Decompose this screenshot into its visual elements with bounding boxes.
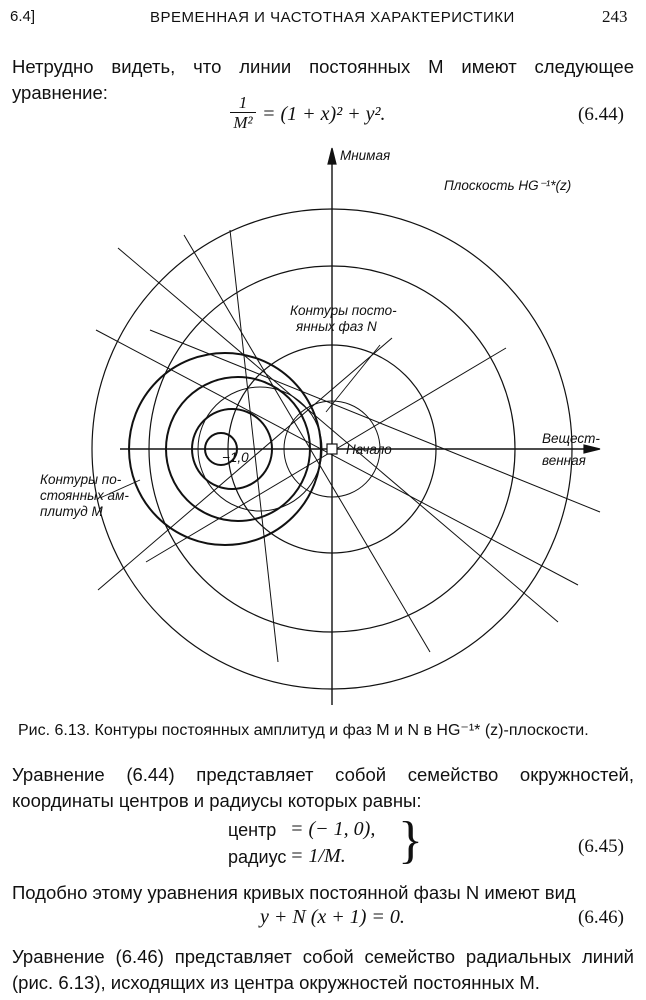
label-phase-1: Контуры посто- <box>290 303 397 318</box>
imag-axis-arrow <box>328 148 336 164</box>
paragraph-circles: Уравнение (6.44) представляет собой семейство окружностей, координаты центров и радиусы которых равны: <box>12 764 634 811</box>
eq645-number: (6.45) <box>578 836 624 857</box>
label-origin: Начало <box>346 442 392 457</box>
eq645-line1-label: центр <box>228 820 277 840</box>
label-real-2: венная <box>542 453 586 468</box>
paragraph-intro: Нетрудно видеть, что линии постоянных M имеют следующее уравнение: <box>12 56 634 103</box>
leader-phase <box>326 345 380 412</box>
equation-6-44-rhs: = (1 + x)² + y². <box>262 103 386 125</box>
real-axis-arrow <box>584 445 600 453</box>
origin-marker <box>327 444 337 454</box>
eq645-line2-value: = 1/M. <box>290 845 346 867</box>
label-amp-3: плитуд M <box>40 504 103 519</box>
eq645-line2-label: радиус <box>228 847 287 867</box>
eq645-brace: } <box>398 812 423 869</box>
equation-6-44-number: (6.44) <box>578 104 624 125</box>
paragraph-phase: Подобно этому уравнения кривых постоянной фазы N имеют вид <box>12 882 576 903</box>
eq645-line1-value: = (− 1, 0), <box>290 818 376 840</box>
label-center: −1,0 <box>222 450 249 465</box>
phase-line-5 <box>184 235 430 652</box>
running-title: ВРЕМЕННАЯ И ЧАСТОТНАЯ ХАРАКТЕРИСТИКИ <box>150 9 515 26</box>
section-number: 6.4] <box>10 8 36 25</box>
label-real-1: Вещест- <box>542 431 600 446</box>
equation-6-46: y + N (x + 1) = 0. <box>260 906 405 928</box>
phase-line-2 <box>96 330 578 585</box>
label-phase-2: янных фаз N <box>296 319 377 334</box>
label-plane: Плоскость HG⁻¹*(z) <box>444 178 572 193</box>
page-number: 243 <box>602 7 628 26</box>
paragraph-radial: Уравнение (6.46) представляет собой семейство радиальных линий (рис. 6.13), исходящих из центра окружностей постоянных M. <box>12 946 634 993</box>
label-amp-2: стоянных ам- <box>40 488 129 503</box>
equation-6-46-number: (6.46) <box>578 907 624 928</box>
figure-caption: Рис. 6.13. Контуры постоянных амплитуд и фаз M и N в HG⁻¹* (z)-плоскости. <box>18 722 589 739</box>
fraction-numerator: 1 <box>230 94 256 113</box>
fraction-denominator: M² <box>233 113 253 132</box>
phase-line-3 <box>146 348 506 562</box>
label-amp-1: Контуры по- <box>40 472 122 487</box>
label-imag: Мнимая <box>340 148 391 163</box>
phase-line-7 <box>150 330 600 512</box>
